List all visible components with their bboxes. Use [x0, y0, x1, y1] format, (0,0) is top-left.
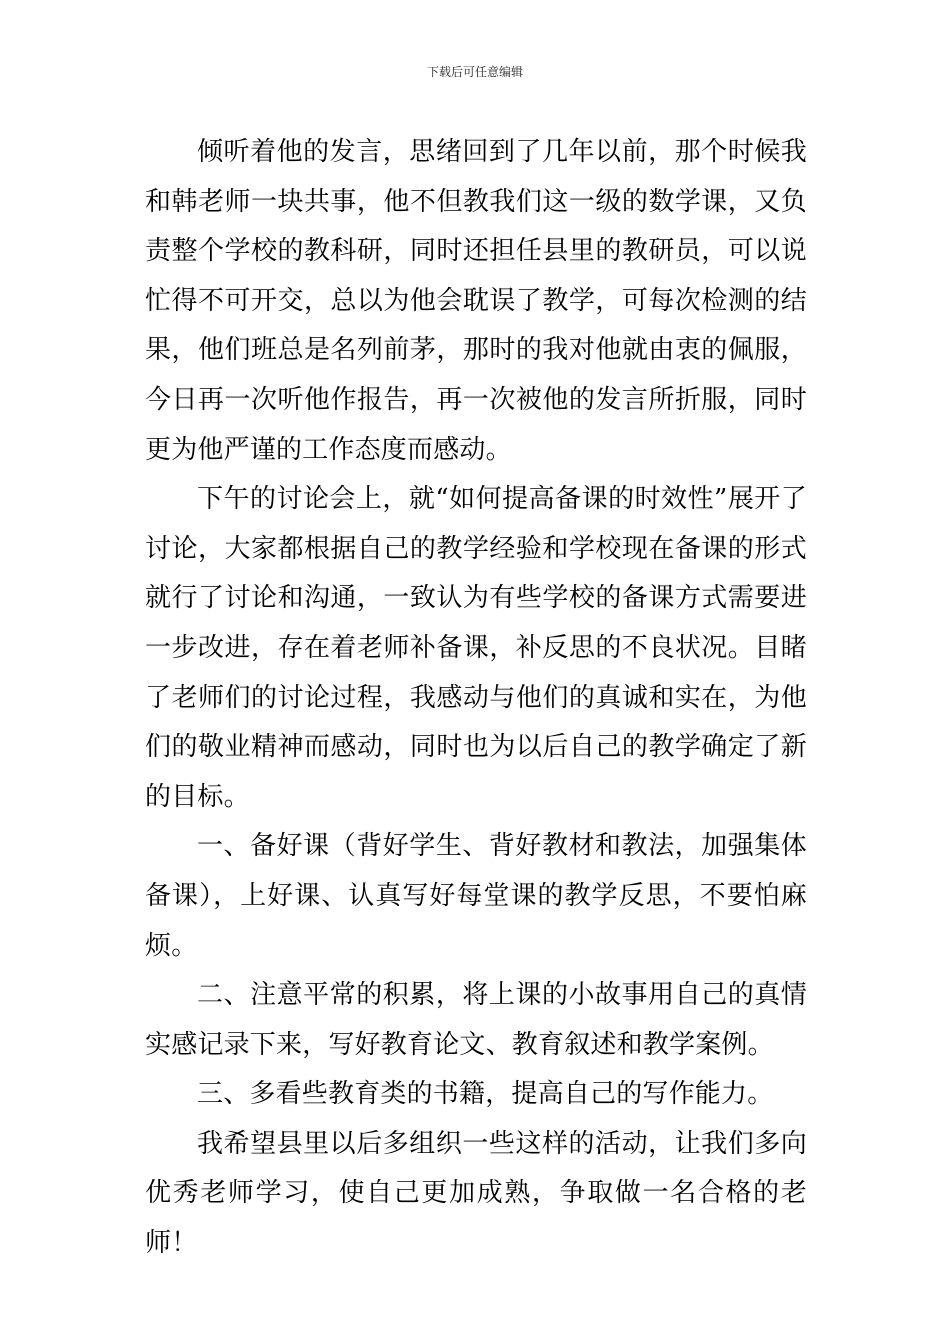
paragraph-1: 倾听着他的发言，思绪回到了几年以前，那个时候我和韩老师一块共事，他不但教我们这一级的数学课，又负责整个学校的教科研，同时还担任县里的教研员，可以说忙得不可开交，总以为他会耽误了教学，可每次检测的结果，他们班总是名列前茅，那时的我对他就由衷的佩服，今日再一次听他作报告，再一次被他的发言所折服，同时更为他严谨的工作态度而感动。: [145, 137, 807, 465]
paragraph-6: 我希望县里以后多组织一些这样的活动，让我们多向优秀老师学习，使自己更加成熟，争取做一名合格的老师！: [145, 1128, 807, 1259]
paragraph-2: 下午的讨论会上，就“如何提高备课的时效性”展开了讨论，大家都根据自己的教学经验和学校现在备课的形式就行了讨论和沟通，一致认为有些学校的备课方式需要进一步改进，存在着老师补备课，补反思的不良状况。目睹了老师们的讨论过程，我感动与他们的真诚和实在，为他们的敬业精神而感动，同时也为以后自己的教学确定了新的目标。: [145, 484, 807, 812]
document-body: [145, 128, 807, 1269]
paragraph-4: 二、注意平常的积累，将上课的小故事用自己的真情实感记录下来，写好教育论文、教育叙述和教学案例。: [145, 980, 807, 1060]
page-header-note: 下载后可任意编辑: [426, 65, 523, 79]
paragraph-3: 一、备好课（背好学生、背好教材和教法，加强集体备课），上好课、认真写好每堂课的教学反思，不要怕麻烦。: [145, 831, 807, 961]
paragraph-5: 三、多看些教育类的书籍，提高自己的写作能力。: [197, 1079, 774, 1110]
